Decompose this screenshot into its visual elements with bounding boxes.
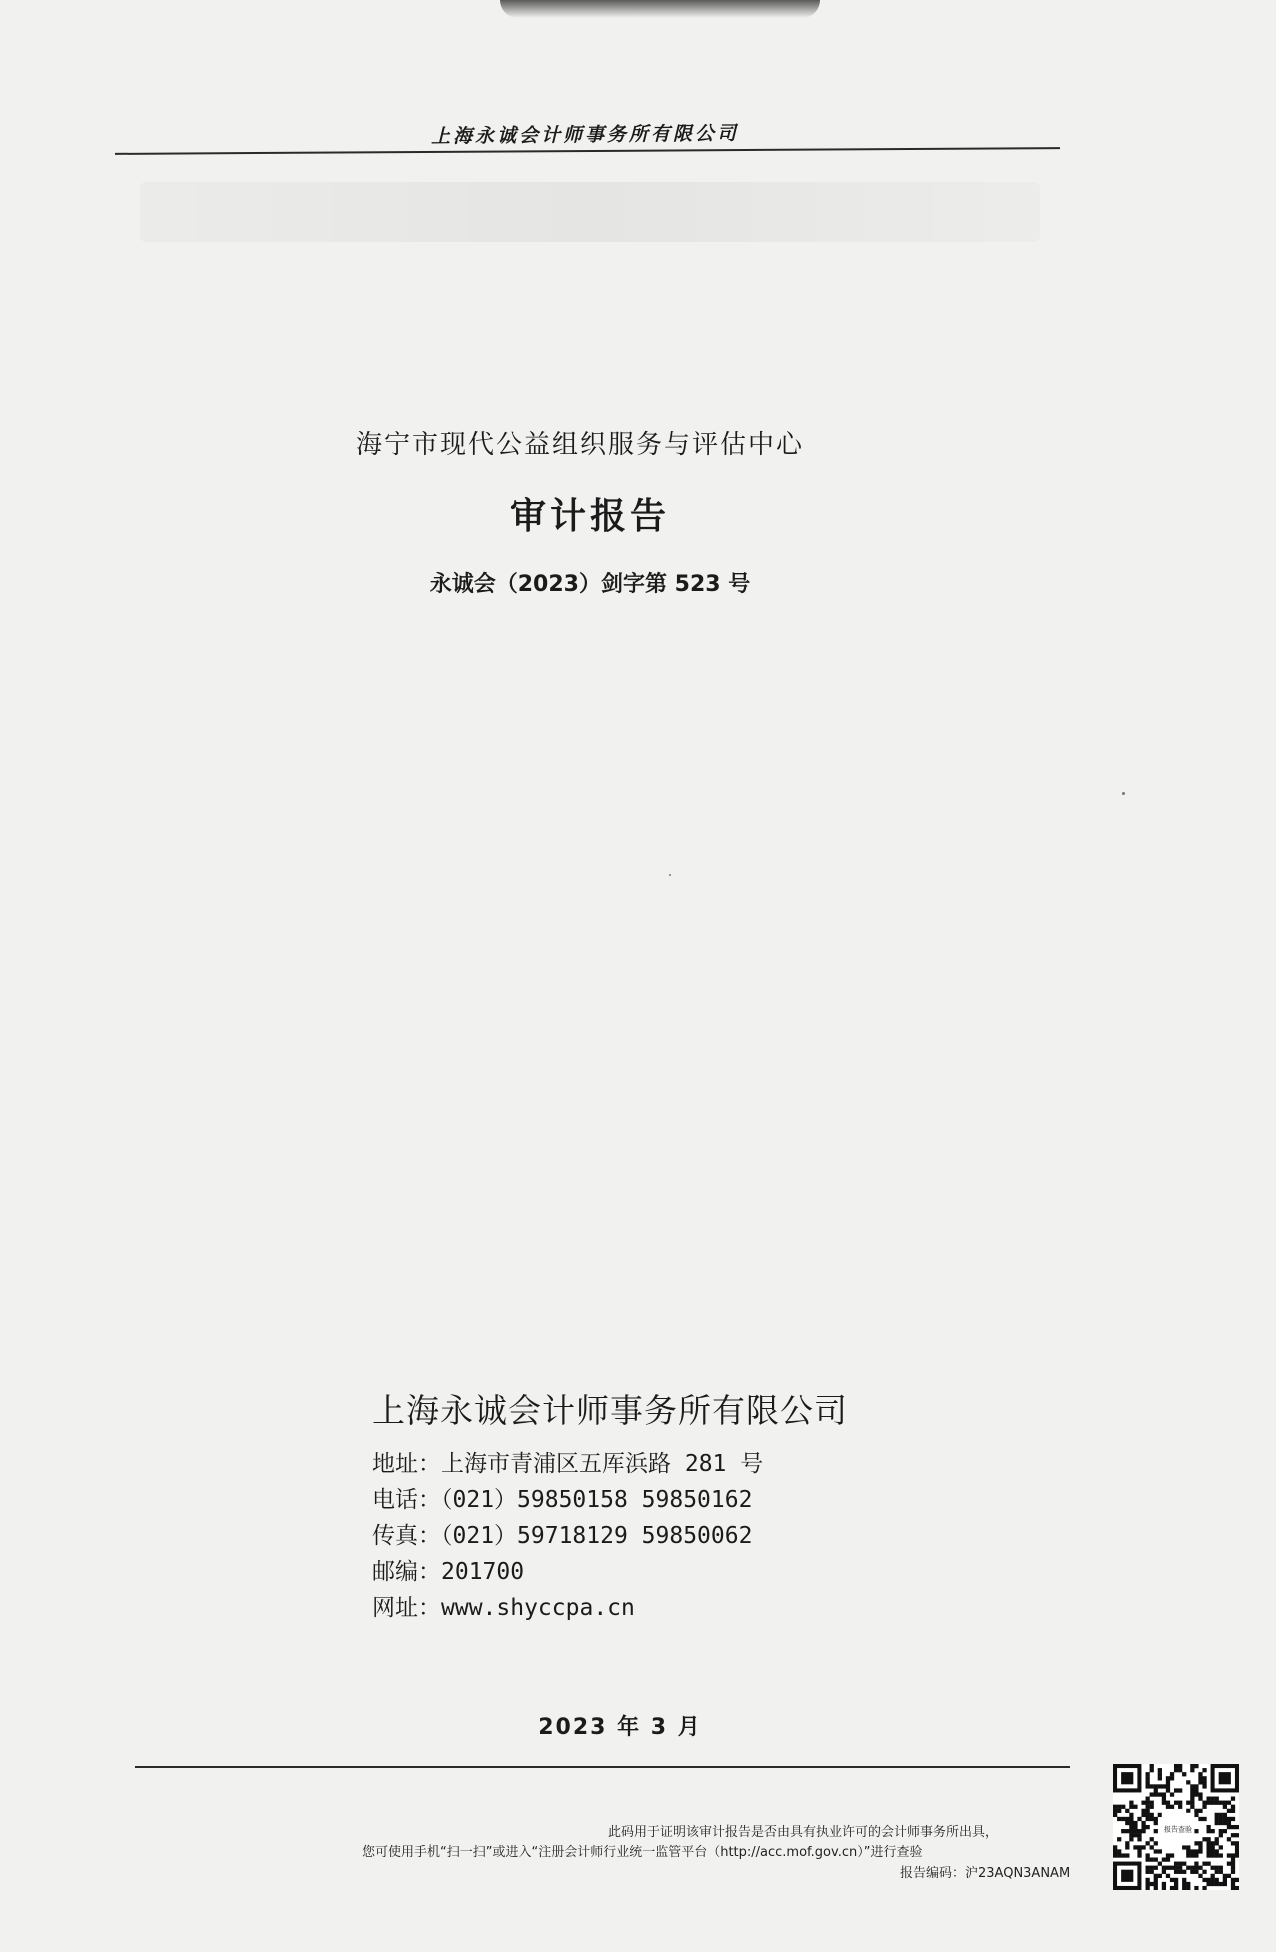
bleed-through-shadow xyxy=(140,182,1040,242)
firm-contact-block xyxy=(372,1446,763,1626)
firm-phone: 电话：（021）59850158 59850162 xyxy=(372,1487,753,1513)
verify-note-line2: 您可使用手机“扫一扫”或进入“注册会计师行业统一监管平台（http://acc.mof.gov.cn）”进行查验 xyxy=(362,1845,923,1860)
report-date: 2023 年 3 月 xyxy=(538,1715,702,1740)
header-rule xyxy=(115,147,1060,155)
report-number: 永诚会（2023）剑字第 523 号 xyxy=(429,572,751,597)
verification-qr-code[interactable] xyxy=(1113,1764,1239,1890)
firm-address: 地址：上海市青浦区五厍浜路 281 号 xyxy=(372,1451,764,1477)
firm-name: 上海永诚会计师事务所有限公司 xyxy=(372,1391,848,1430)
firm-postcode: 邮编：201700 xyxy=(372,1559,525,1585)
footer-rule xyxy=(135,1766,1070,1768)
paper-speck xyxy=(669,874,671,876)
paper-speck xyxy=(1122,792,1125,795)
report-code: 报告编码：沪23AQN3ANAM xyxy=(900,1866,1071,1881)
page-top-shadow xyxy=(500,0,820,18)
qr-code-image xyxy=(1113,1764,1239,1890)
firm-website: 网址：www.shyccpa.cn xyxy=(372,1595,635,1621)
verify-note-line1: 此码用于证明该审计报告是否由具有执业许可的会计师事务所出具， xyxy=(608,1825,999,1840)
qr-center-label: 报告查验 xyxy=(1164,1825,1193,1834)
firm-fax: 传真：（021）59718129 59850062 xyxy=(372,1523,753,1549)
report-title: 审计报告 xyxy=(509,496,670,537)
organization-name: 海宁市现代公益组织服务与评估中心 xyxy=(355,430,804,460)
header-firm-name: 上海永诚会计师事务所有限公司 xyxy=(430,122,740,148)
